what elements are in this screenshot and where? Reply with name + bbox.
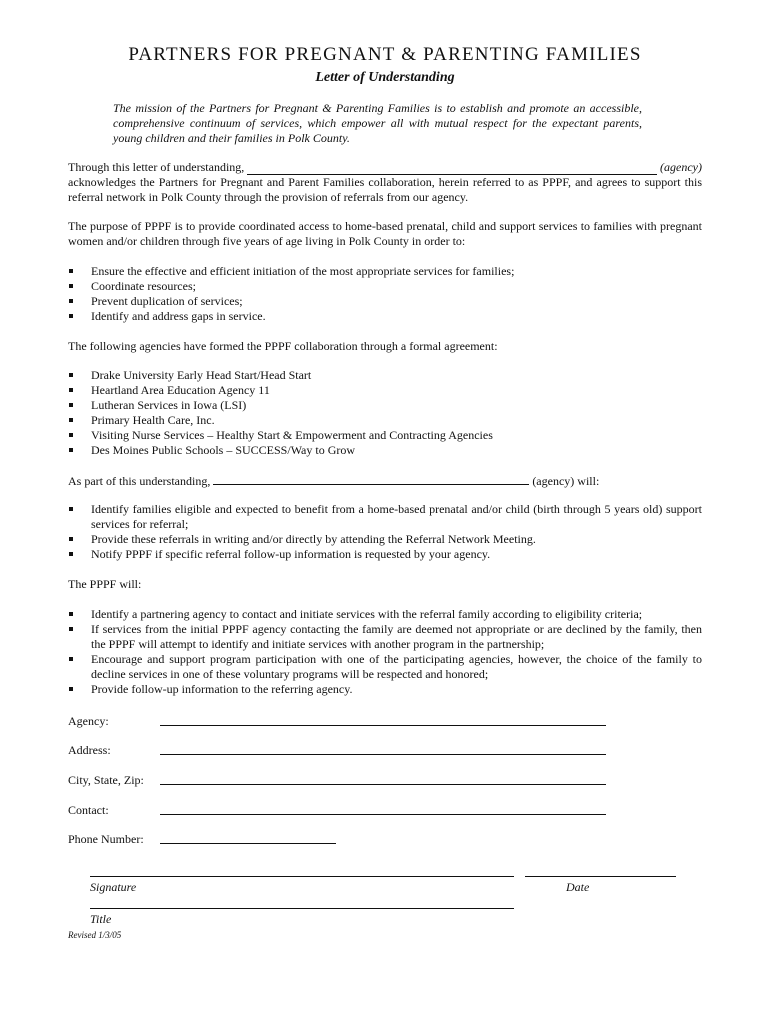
contact-label: Contact: bbox=[68, 803, 109, 817]
pppf-will-intro: The PPPF will: bbox=[68, 577, 142, 591]
bullet-icon bbox=[69, 537, 73, 541]
agency-label: Agency: bbox=[68, 714, 109, 728]
title-label: Title bbox=[90, 912, 112, 926]
date-line[interactable] bbox=[525, 876, 676, 877]
intro-rest: acknowledges the Partners for Pregnant and Parent Families collaboration, herein referred to as PPPF, and agrees to support this referral network in Polk County through the provision of referrals from our agency. bbox=[68, 175, 702, 204]
signature-label: Signature bbox=[90, 880, 137, 894]
date-label: Date bbox=[566, 880, 590, 894]
city-state-zip-field[interactable] bbox=[160, 784, 606, 785]
intro-lead: Through this letter of understanding, bbox=[68, 160, 245, 174]
list-item: Identify and address gaps in service. bbox=[68, 309, 702, 324]
revised-date: Revised 1/3/05 bbox=[68, 930, 122, 940]
bullet-icon bbox=[69, 627, 73, 631]
list-item: Prevent duplication of services; bbox=[68, 294, 702, 309]
list-item: Provide these referrals in writing and/or directly by attending the Referral Network Meeting. bbox=[68, 532, 702, 547]
bullet-icon bbox=[69, 373, 73, 377]
document-title: PARTNERS FOR PREGNANT & PARENTING FAMILIES bbox=[128, 44, 642, 65]
bullet-icon bbox=[69, 403, 73, 407]
list-item: Identify a partnering agency to contact and initiate services with the referral family according to eligibility criteria; bbox=[68, 607, 702, 622]
list-item: Visiting Nurse Services – Healthy Start & Empowerment and Contracting Agencies bbox=[68, 428, 702, 443]
list-item: Lutheran Services in Iowa (LSI) bbox=[68, 398, 702, 413]
list-item: Ensure the effective and efficient initiation of the most appropriate services for families; bbox=[68, 264, 702, 279]
bullet-icon bbox=[69, 448, 73, 452]
agency-tag: (agency) bbox=[660, 160, 702, 174]
list-item: Notify PPPF if specific referral follow-up information is requested by your agency. bbox=[68, 547, 702, 562]
purpose-paragraph: The purpose of PPPF is to provide coordinated access to home-based prenatal, child and support services to families with pregnant women and/or children through five years of age living in Polk County in order to: bbox=[68, 219, 702, 248]
agency-field[interactable] bbox=[160, 725, 606, 726]
bullet-icon bbox=[69, 433, 73, 437]
list-item: Heartland Area Education Agency 11 bbox=[68, 383, 702, 398]
agencies-intro: The following agencies have formed the PPPF collaboration through a formal agreement: bbox=[68, 339, 498, 353]
bullet-icon bbox=[69, 657, 73, 661]
bullet-icon bbox=[69, 552, 73, 556]
agency-name-line[interactable] bbox=[247, 163, 657, 175]
list-item: Identify families eligible and expected to benefit from a home-based prenatal and/or child (birth through 5 years old) support services for referral; bbox=[68, 502, 702, 532]
bullet-icon bbox=[69, 269, 73, 273]
list-item: Encourage and support program participation with one of the participating agencies, however, the choice of the family to decline services in one of these voluntary programs will be respected and honored; bbox=[68, 652, 702, 682]
phone-number-label: Phone Number: bbox=[68, 832, 144, 846]
address-field[interactable] bbox=[160, 754, 606, 755]
list-item: Primary Health Care, Inc. bbox=[68, 413, 702, 428]
bullet-icon bbox=[69, 284, 73, 288]
list-item: Drake University Early Head Start/Head Start bbox=[68, 368, 702, 383]
agency-will-tail: (agency) will: bbox=[532, 474, 600, 488]
mission-statement: The mission of the Partners for Pregnant & Parenting Families is to establish and promote an accessible, comprehensive continuum of services, which empower all with mutual respect for the expectant parents, young children and their families in Polk County. bbox=[113, 101, 642, 145]
list-item: Coordinate resources; bbox=[68, 279, 702, 294]
city-state-zip-label: City, State, Zip: bbox=[68, 773, 144, 787]
title-line[interactable] bbox=[90, 908, 514, 909]
intro-paragraph bbox=[68, 160, 702, 205]
bullet-icon bbox=[69, 612, 73, 616]
document-subtitle: Letter of Understanding bbox=[315, 70, 455, 85]
list-item: If services from the initial PPPF agency contacting the family are deemed not appropriate or are declined by the family, then the PPPF will attempt to identify and initiate services with another program in the partnership; bbox=[68, 622, 702, 652]
purpose-list bbox=[68, 264, 702, 324]
bullet-icon bbox=[69, 687, 73, 691]
address-label: Address: bbox=[68, 743, 111, 757]
agency-will-intro bbox=[68, 473, 702, 489]
agencies-list bbox=[68, 368, 702, 458]
bullet-icon bbox=[69, 314, 73, 318]
pppf-will-list bbox=[68, 607, 702, 697]
agency-will-list bbox=[68, 502, 702, 562]
signature-line[interactable] bbox=[90, 876, 514, 877]
phone-number-field[interactable] bbox=[160, 843, 336, 844]
list-item: Des Moines Public Schools – SUCCESS/Way to Grow bbox=[68, 443, 702, 458]
agency-will-lead: As part of this understanding, bbox=[68, 474, 211, 488]
bullet-icon bbox=[69, 299, 73, 303]
agency-will-line[interactable] bbox=[213, 473, 529, 485]
contact-field[interactable] bbox=[160, 814, 606, 815]
bullet-icon bbox=[69, 507, 73, 511]
bullet-icon bbox=[69, 388, 73, 392]
list-item: Provide follow-up information to the referring agency. bbox=[68, 682, 702, 697]
bullet-icon bbox=[69, 418, 73, 422]
